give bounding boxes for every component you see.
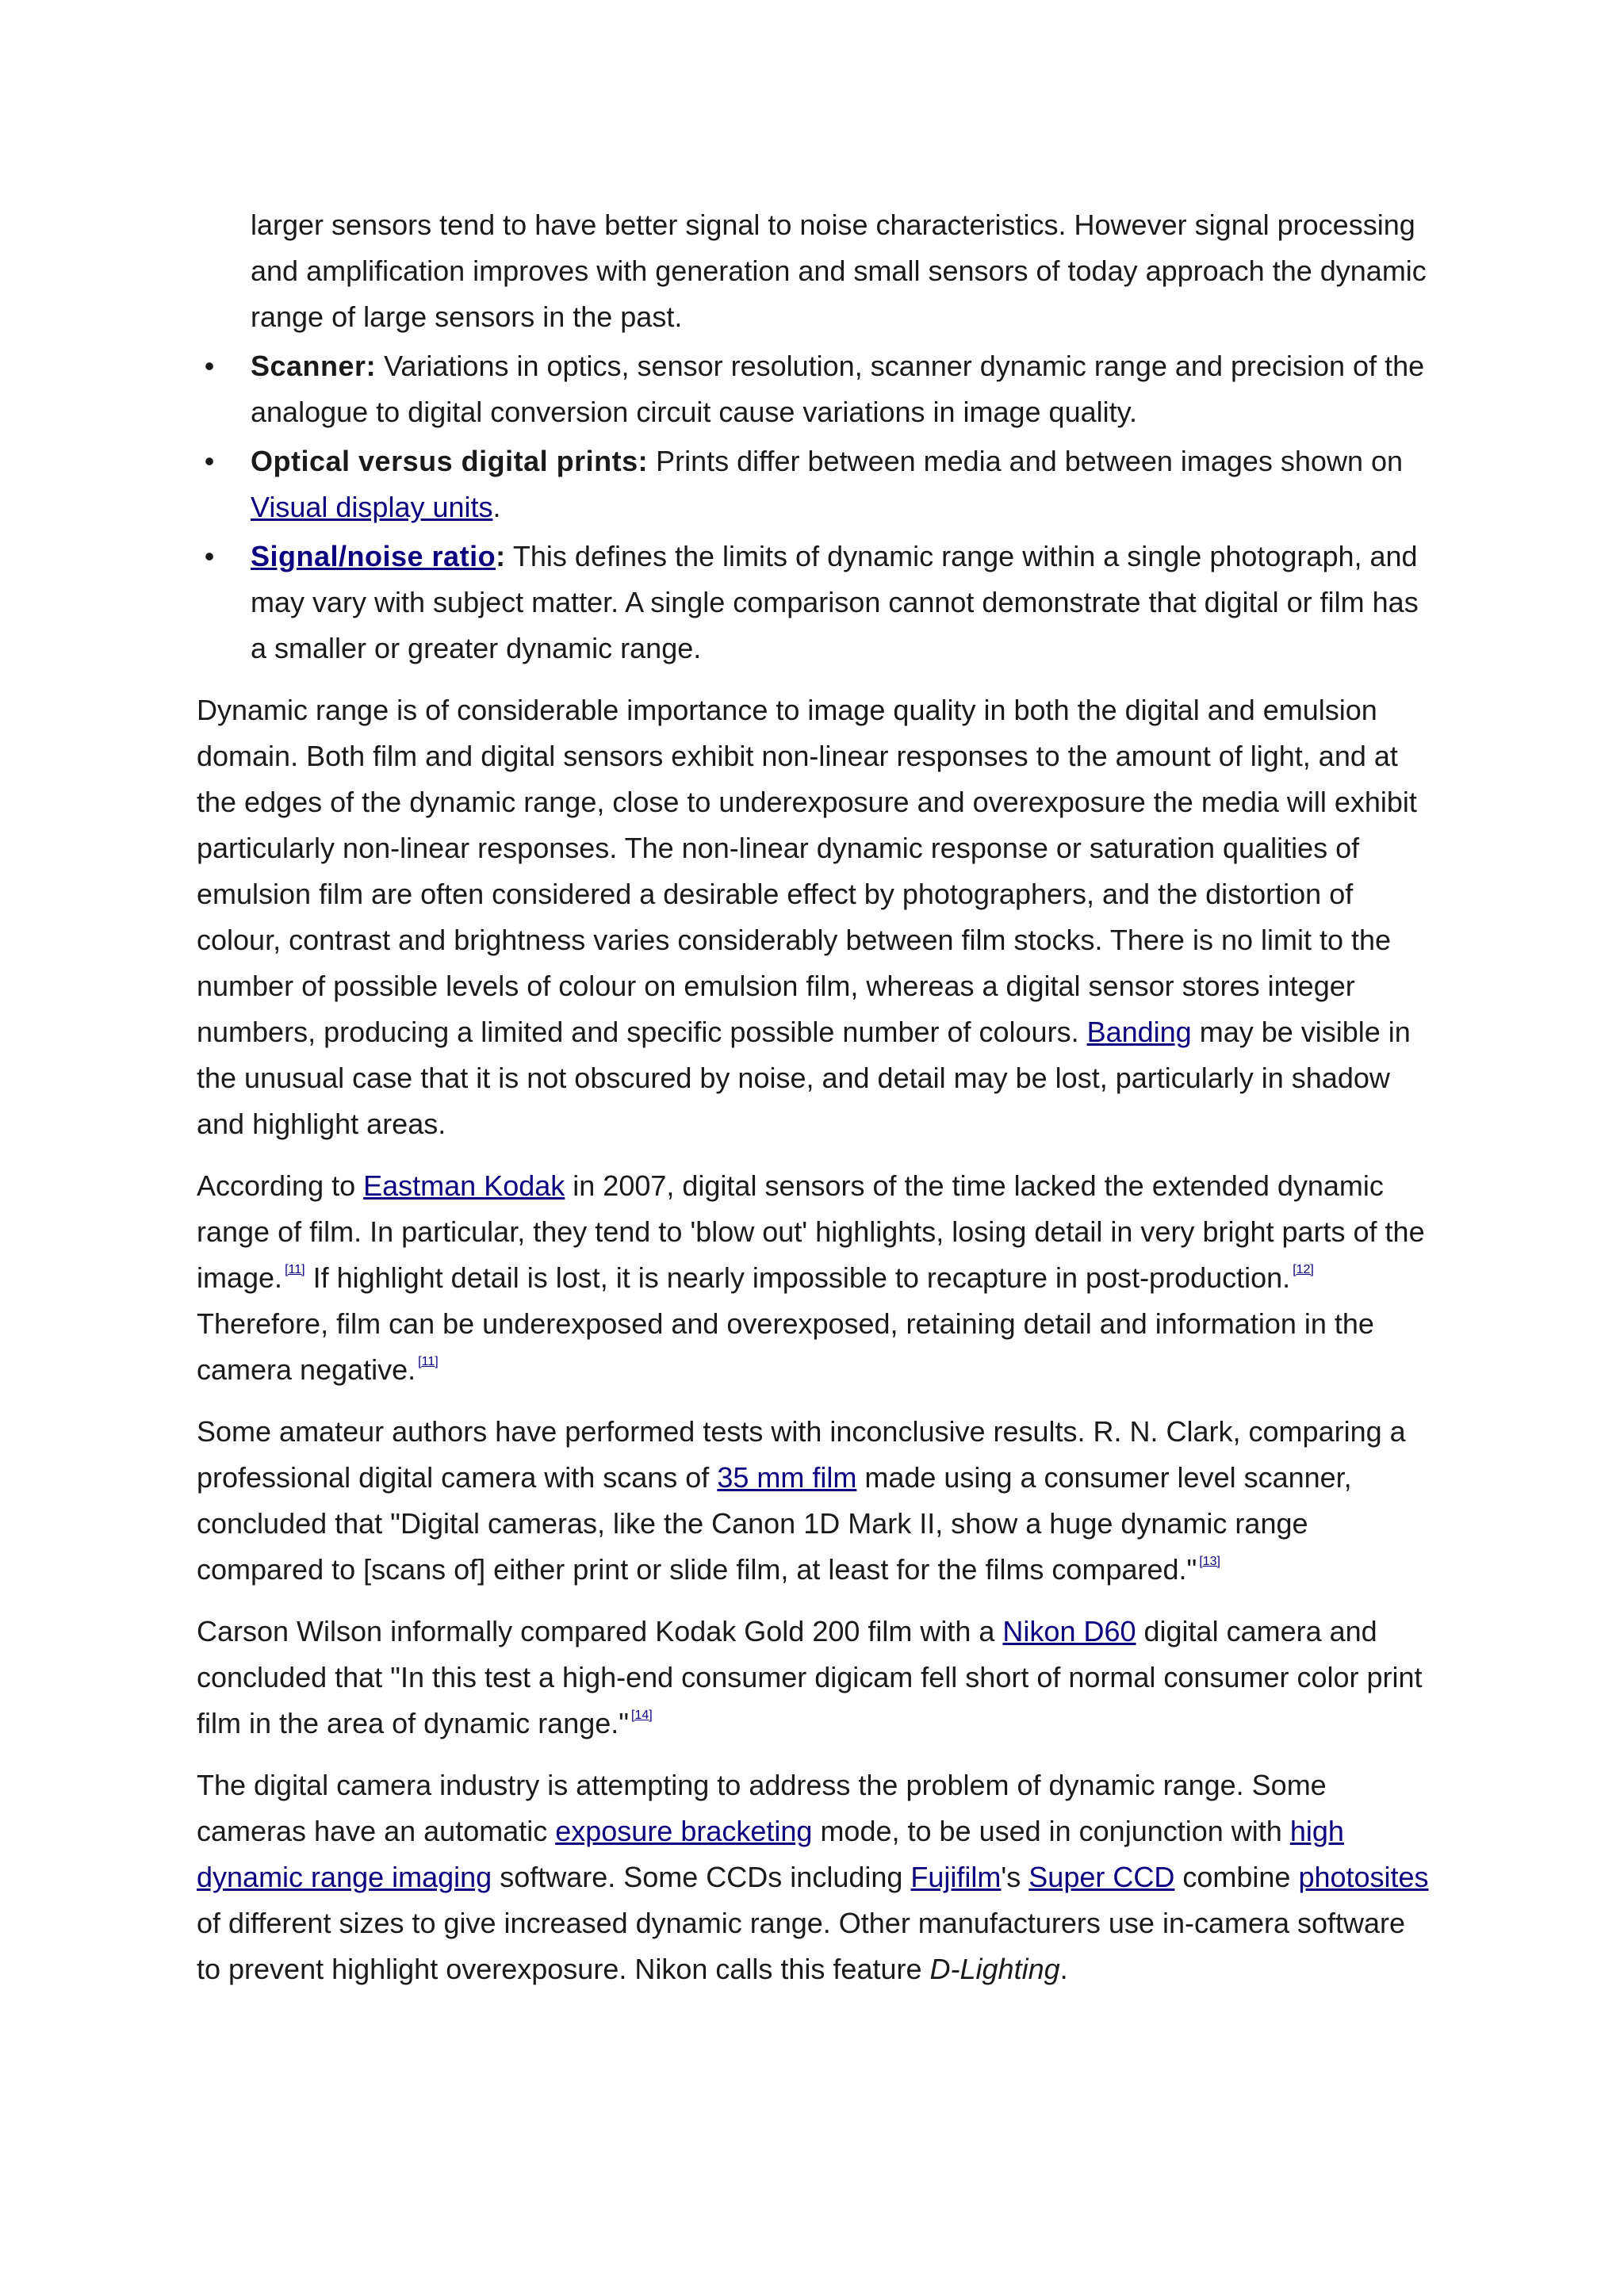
bullet-marker: • — [204, 445, 215, 477]
paragraph-camera-industry — [197, 1762, 1434, 1992]
link-35mm-film[interactable]: 35 mm film — [717, 1461, 857, 1494]
link-high-dynamic-range-imaging[interactable]: high dynamic range imaging — [197, 1815, 1344, 1893]
paragraph-carson-wilson — [197, 1609, 1434, 1747]
citation-ref-11[interactable]: [11] — [285, 1263, 305, 1276]
list-item-scanner — [197, 343, 1434, 435]
link-signal-noise-ratio[interactable]: Signal/noise ratio — [251, 540, 496, 572]
paragraph-kodak — [197, 1163, 1434, 1393]
paragraph-text: made using a consumer level scanner, concluded that "Digital cameras, like the Canon 1D Mark II, show a huge dynamic range compared to [scans of] either print or slide film, at least for the films compared." — [197, 1461, 1352, 1586]
signal-noise-description: This defines the limits of dynamic range within a single photograph, and may vary with subject matter. A single comparison cannot demonstrate that digital or film has a smaller or greater dynamic range. — [251, 540, 1419, 664]
term-optical-versus-digital: Optical versus digital prints: — [251, 445, 649, 477]
citation-ref-11[interactable]: [11] — [418, 1355, 439, 1368]
paragraph-dynamic-range — [197, 687, 1434, 1147]
scanner-description: Variations in optics, sensor resolution, scanner dynamic range and precision of the analogue to digital conversion circuit cause variations in image quality. — [251, 350, 1425, 428]
link-nikon-d60[interactable]: Nikon D60 — [1002, 1615, 1136, 1647]
paragraph-text: 's — [1001, 1861, 1029, 1893]
paragraph-text: mode, to be used in conjunction with — [812, 1815, 1290, 1847]
term-colon: : — [496, 540, 506, 572]
bullet-list — [197, 343, 1434, 672]
paragraph-amateur-tests — [197, 1409, 1434, 1593]
paragraph-text: may be visible in the unusual case that it is not obscured by noise, and detail may be lost, particularly in shadow and highlight areas. — [197, 1016, 1411, 1140]
paragraph-text: software. Some CCDs including — [492, 1861, 911, 1893]
link-fujifilm[interactable]: Fujifilm — [910, 1861, 1002, 1893]
link-banding[interactable]: Banding — [1086, 1016, 1192, 1048]
d-lighting-term: D-Lighting — [929, 1953, 1060, 1985]
paragraph-text: Therefore, film can be underexposed and overexposed, retaining detail and information in the camera negative. — [197, 1307, 1374, 1386]
bullet-continuation-text: larger sensors tend to have better signal to noise characteristics. However signal processing and amplification improves with generation and small sensors of today approach the dynamic range of large sensors in the past. — [251, 209, 1427, 333]
citation-ref-14[interactable]: [14] — [631, 1709, 653, 1722]
paragraph-text: If highlight detail is lost, it is nearly impossible to recapture in post-production. — [304, 1261, 1291, 1294]
bullet-marker: • — [204, 350, 215, 382]
link-exposure-bracketing[interactable]: exposure bracketing — [555, 1815, 813, 1847]
paragraph-text: Dynamic range is of considerable importance to image quality in both the digital and emulsion domain. Both film and digital sensors exhibit non-linear responses to the amount of light, and at the edges of the dynamic range, close to underexposure and overexposure the media will exhibit particularly non-linear responses. The non-linear dynamic response or saturation qualities of emulsion film are often considered a desirable effect by photographers, and the distortion of colour, contrast and brightness varies considerably between film stocks. There is no limit to the number of possible levels of colour on emulsion film, whereas a digital sensor stores integer numbers, producing a limited and specific possible number of colours. — [197, 694, 1417, 1048]
citation-ref-12[interactable]: [12] — [1293, 1263, 1314, 1276]
citation-ref-13[interactable]: [13] — [1199, 1555, 1220, 1568]
bullet-marker: • — [204, 540, 215, 572]
document-page — [197, 202, 1434, 1992]
term-scanner: Scanner: — [251, 350, 377, 382]
optical-description: Prints differ between media and between images shown on — [648, 445, 1404, 477]
punctuation: . — [1059, 1953, 1068, 1985]
paragraph-text: in 2007, digital sensors of the time lacked the extended dynamic range of film. In particular, they tend to 'blow out' highlights, losing detail in very bright parts of the image. — [197, 1169, 1425, 1294]
link-super-ccd[interactable]: Super CCD — [1028, 1861, 1175, 1893]
link-photosites[interactable]: photosites — [1298, 1861, 1429, 1893]
paragraph-text: digital camera and concluded that "In this test a high-end consumer digicam fell short of normal consumer color print film in the area of dynamic range." — [197, 1615, 1423, 1739]
paragraph-text: Carson Wilson informally compared Kodak Gold 200 film with a — [197, 1615, 1003, 1647]
link-eastman-kodak[interactable]: Eastman Kodak — [363, 1169, 565, 1202]
paragraph-text: of different sizes to give increased dynamic range. Other manufacturers use in-camera software to prevent highlight overexposure. Nikon calls this feature — [197, 1907, 1406, 1985]
paragraph-text: Some amateur authors have performed tests with inconclusive results. R. N. Clark, comparing a professional digital camera with scans of — [197, 1415, 1406, 1494]
paragraph-text: The digital camera industry is attempting to address the problem of dynamic range. Some cameras have an automatic — [197, 1769, 1327, 1847]
list-item-signal-noise — [197, 534, 1434, 672]
punctuation: . — [492, 491, 501, 523]
paragraph-text: According to — [197, 1169, 364, 1202]
paragraph-text: combine — [1174, 1861, 1299, 1893]
link-visual-display-units[interactable]: Visual display units — [251, 491, 493, 523]
list-item-optical-vs-digital — [197, 438, 1434, 530]
